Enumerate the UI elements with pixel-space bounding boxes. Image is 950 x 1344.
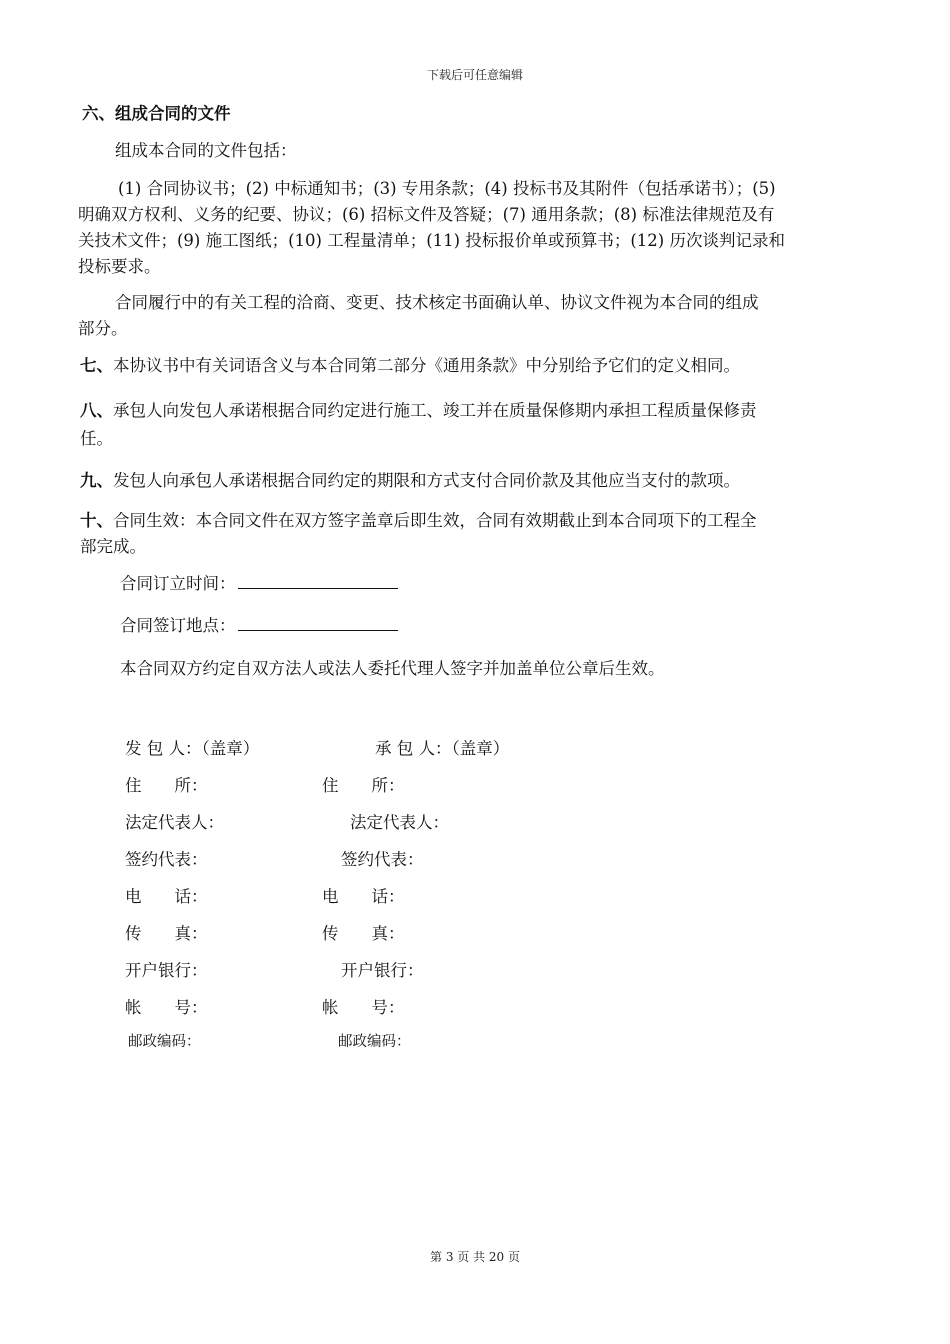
doc-list-line-4: 投标要求。 [78, 257, 161, 276]
section-8-text: 承包人向发包人承诺根据合同约定进行施工、竣工并在质量保修期内承担工程质量保修责 [113, 401, 757, 420]
sign-time-blank[interactable] [238, 570, 398, 589]
contractor-legal-rep: 法定代表人： [350, 813, 449, 832]
page-footer: 第 3 页 共 20 页 [430, 1250, 520, 1264]
composition-para-line-1: 合同履行中的有关工程的洽商、变更、技术核定书面确认单、协议文件视为本合同的组成 [115, 293, 759, 312]
effect-statement: 本合同双方约定自双方法人或法人委托代理人签字并加盖单位公章后生效。 [120, 659, 665, 678]
contractor-agent: 签约代表： [341, 850, 424, 869]
employer-bank: 开户银行： [125, 961, 208, 980]
employer-agent: 签约代表： [125, 850, 208, 869]
section-8-line-1 [80, 398, 757, 424]
section-10-line-1 [80, 508, 757, 534]
contractor-bank: 开户银行： [341, 961, 424, 980]
employer-fax: 传 真： [125, 924, 208, 943]
contractor-account: 帐 号： [322, 998, 405, 1017]
employer-legal-rep: 法定代表人： [125, 813, 224, 832]
doc-list-line-2: 明确双方权利、义务的纪要、协议；(6) 招标文件及答疑；(7) 通用条款；(8) 标准法律规范及有 [78, 205, 775, 224]
section-6-intro: 组成本合同的文件包括： [115, 141, 297, 160]
section-9 [80, 468, 740, 494]
section-10-text: 合同生效：本合同文件在双方签字盖章后即生效，合同有效期截止到本合同项下的工程全 [113, 511, 757, 530]
section-9-number: 九、 [80, 471, 113, 490]
section-7-number: 七、 [80, 356, 113, 375]
contractor-phone: 电 话： [322, 887, 405, 906]
section-8-number: 八、 [80, 401, 113, 420]
contractor-party: 承 包 人：（盖章） [375, 739, 510, 758]
sign-time-row [120, 570, 398, 597]
section-7 [80, 353, 740, 379]
doc-list-line-3: 关技术文件；(9) 施工图纸；(10) 工程量清单；(11) 投标报价单或预算书；(12) 历次谈判记录和 [78, 231, 785, 250]
contractor-postcode: 邮政编码： [338, 1034, 411, 1050]
employer-party: 发 包 人：（盖章） [125, 739, 260, 758]
sign-place-row [120, 612, 398, 639]
composition-para-line-2: 部分。 [78, 319, 128, 338]
section-10-line-2: 部完成。 [80, 537, 146, 556]
employer-account: 帐 号： [125, 998, 208, 1017]
section-7-text: 本协议书中有关词语含义与本合同第二部分《通用条款》中分别给予它们的定义相同。 [113, 356, 740, 375]
sign-place-label: 合同签订地点： [120, 616, 236, 635]
employer-phone: 电 话： [125, 887, 208, 906]
section-6-title: 六、组成合同的文件 [82, 104, 231, 123]
employer-address: 住 所： [125, 776, 208, 795]
page-header: 下载后可任意编辑 [426, 68, 523, 82]
section-10-number: 十、 [80, 511, 113, 530]
contractor-address: 住 所： [322, 776, 405, 795]
sign-time-label: 合同订立时间： [120, 574, 236, 593]
doc-list-line-1: (1) 合同协议书；(2) 中标通知书；(3) 专用条款；(4) 投标书及其附件（包括承诺书）；(5) [118, 179, 776, 198]
sign-place-blank[interactable] [238, 612, 398, 631]
employer-postcode: 邮政编码： [128, 1034, 201, 1050]
section-8-line-2: 任。 [80, 429, 113, 448]
section-9-text: 发包人向承包人承诺根据合同约定的期限和方式支付合同价款及其他应当支付的款项。 [113, 471, 740, 490]
contractor-fax: 传 真： [322, 924, 405, 943]
